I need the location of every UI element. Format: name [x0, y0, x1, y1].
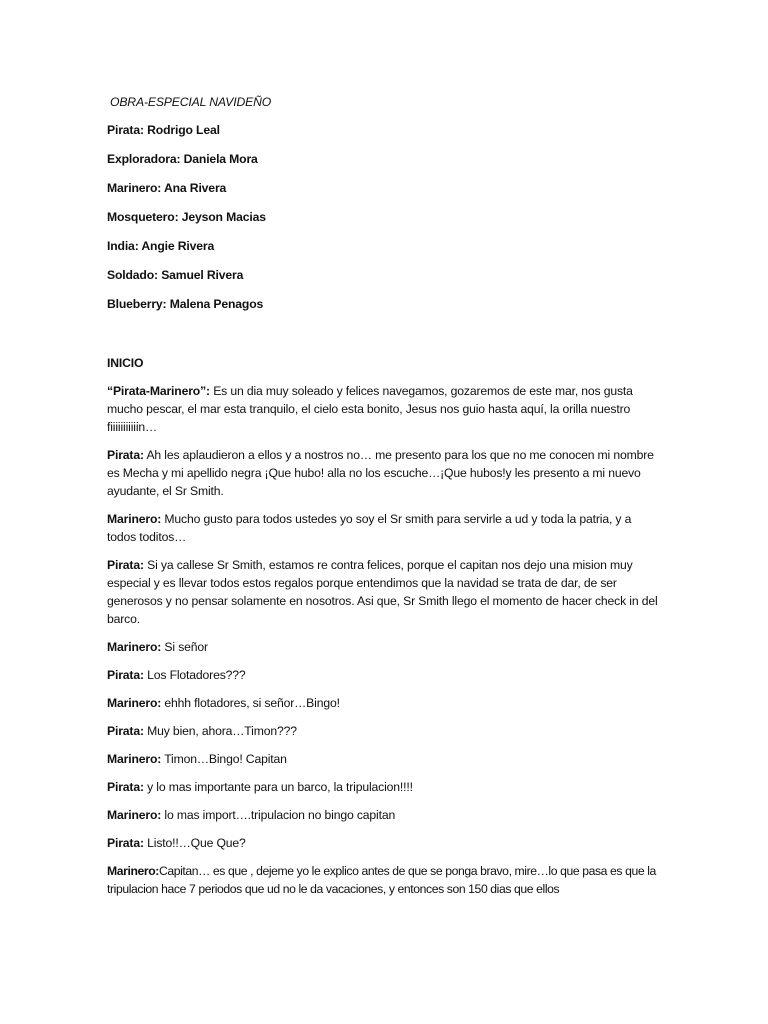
dialogue-text: y lo mas importante para un barco, la tripulacion!!!! [143, 780, 413, 794]
dialogue-line [107, 722, 663, 740]
cast-entry [107, 179, 663, 197]
speaker-name: Pirata: [107, 448, 144, 462]
speaker-name: Marinero: [107, 864, 159, 878]
dialogue-text: Capitan… es que , dejeme yo le explico antes de que se ponga bravo, mire…lo que pasa es que la tripulacion hace 7 periodos que ud no le da vacaciones, y entonces son 150 dias que ellos [107, 864, 656, 896]
dialogue-line [107, 638, 663, 656]
dialogue-line [107, 778, 663, 796]
cast-entry [107, 208, 663, 226]
speaker-name: Pirata: [107, 724, 144, 738]
dialogue-line [107, 666, 663, 684]
cast-role: Marinero: [107, 181, 162, 195]
cast-entry [107, 150, 663, 168]
speaker-name: Marinero: [107, 640, 162, 654]
cast-list [107, 121, 663, 313]
dialogue-text: ehhh flotadores, si señor…Bingo! [161, 696, 340, 710]
cast-actor: Samuel Rivera [161, 268, 244, 282]
speaker-name: Marinero: [107, 808, 162, 822]
section-heading: INICIO [107, 356, 144, 370]
dialogue-line [107, 862, 663, 898]
dialogue-line [107, 694, 663, 712]
dialogue-line [107, 750, 663, 768]
dialogue-text: lo mas import….tripulacion no bingo capitan [161, 808, 396, 822]
dialogue-list [107, 382, 663, 898]
cast-actor: Angie Rivera [141, 239, 215, 253]
dialogue-line [107, 556, 663, 628]
dialogue-line [107, 446, 663, 500]
speaker-name: “Pirata-Marinero”: [107, 384, 210, 398]
document-body [107, 93, 663, 908]
cast-actor: Ana Rivera [163, 181, 227, 195]
cast-role: India: [107, 239, 139, 253]
speaker-name: Pirata: [107, 668, 144, 682]
cast-actor: Malena Penagos [169, 297, 264, 311]
cast-entry [107, 295, 663, 313]
cast-role: Mosquetero: [107, 210, 179, 224]
speaker-name: Pirata: [107, 836, 144, 850]
dialogue-text: Los Flotadores??? [143, 668, 246, 682]
dialogue-text: Si señor [161, 640, 208, 654]
dialogue-text: Si ya callese Sr Smith, estamos re contra felices, porque el capitan nos dejo una mision muy especial y es llevar todos estos regalos porque entendimos que la navidad se trata de dar, de ser generosos y no pensar solamente en nosotros. Asi que, Sr Smith llego el momento de hacer check in del barco. [107, 558, 658, 626]
cast-actor: Jeyson Macias [181, 210, 266, 224]
speaker-name: Marinero: [107, 696, 162, 710]
dialogue-line [107, 806, 663, 824]
cast-role: Exploradora: [107, 152, 181, 166]
cast-entry [107, 237, 663, 255]
speaker-name: Pirata: [107, 558, 144, 572]
dialogue-line [107, 382, 663, 436]
speaker-name: Pirata: [107, 780, 144, 794]
dialogue-line [107, 834, 663, 852]
dialogue-text: Ah les aplaudieron a ellos y a nostros no… me presento para los que no me conocen mi nombre es Mecha y mi apellido negra ¡Que hubo! alla no los escuche…¡Que hubos!y les presento a mi nuevo ayudante, el Sr Smith. [107, 448, 654, 498]
speaker-name: Marinero: [107, 512, 162, 526]
speaker-name: Marinero: [107, 752, 162, 766]
cast-role: Blueberry: [107, 297, 167, 311]
dialogue-line [107, 510, 663, 546]
cast-entry [107, 266, 663, 284]
cast-role: Soldado: [107, 268, 158, 282]
dialogue-text: Muy bien, ahora…Timon??? [143, 724, 297, 738]
dialogue-text: Mucho gusto para todos ustedes yo soy el Sr smith para servirle a ud y toda la patria, y a todos toditos… [107, 512, 632, 544]
dialogue-text: Es un dia muy soleado y felices navegamos, gozaremos de este mar, nos gusta mucho pescar, el mar esta tranquilo, el cielo esta bonito, Jesus nos guio hasta aquí, la orilla nuestro fiiiiiiiiiiin… [107, 384, 633, 434]
cast-actor: Daniela Mora [183, 152, 258, 166]
cast-role: Pirata: [107, 123, 144, 137]
dialogue-text: Timon…Bingo! Capitan [161, 752, 287, 766]
document-title: OBRA-ESPECIAL NAVIDEÑO [110, 95, 272, 109]
cast-entry [107, 121, 663, 139]
cast-actor: Rodrigo Leal [147, 123, 220, 137]
dialogue-text: Listo!!…Que Que? [143, 836, 246, 850]
